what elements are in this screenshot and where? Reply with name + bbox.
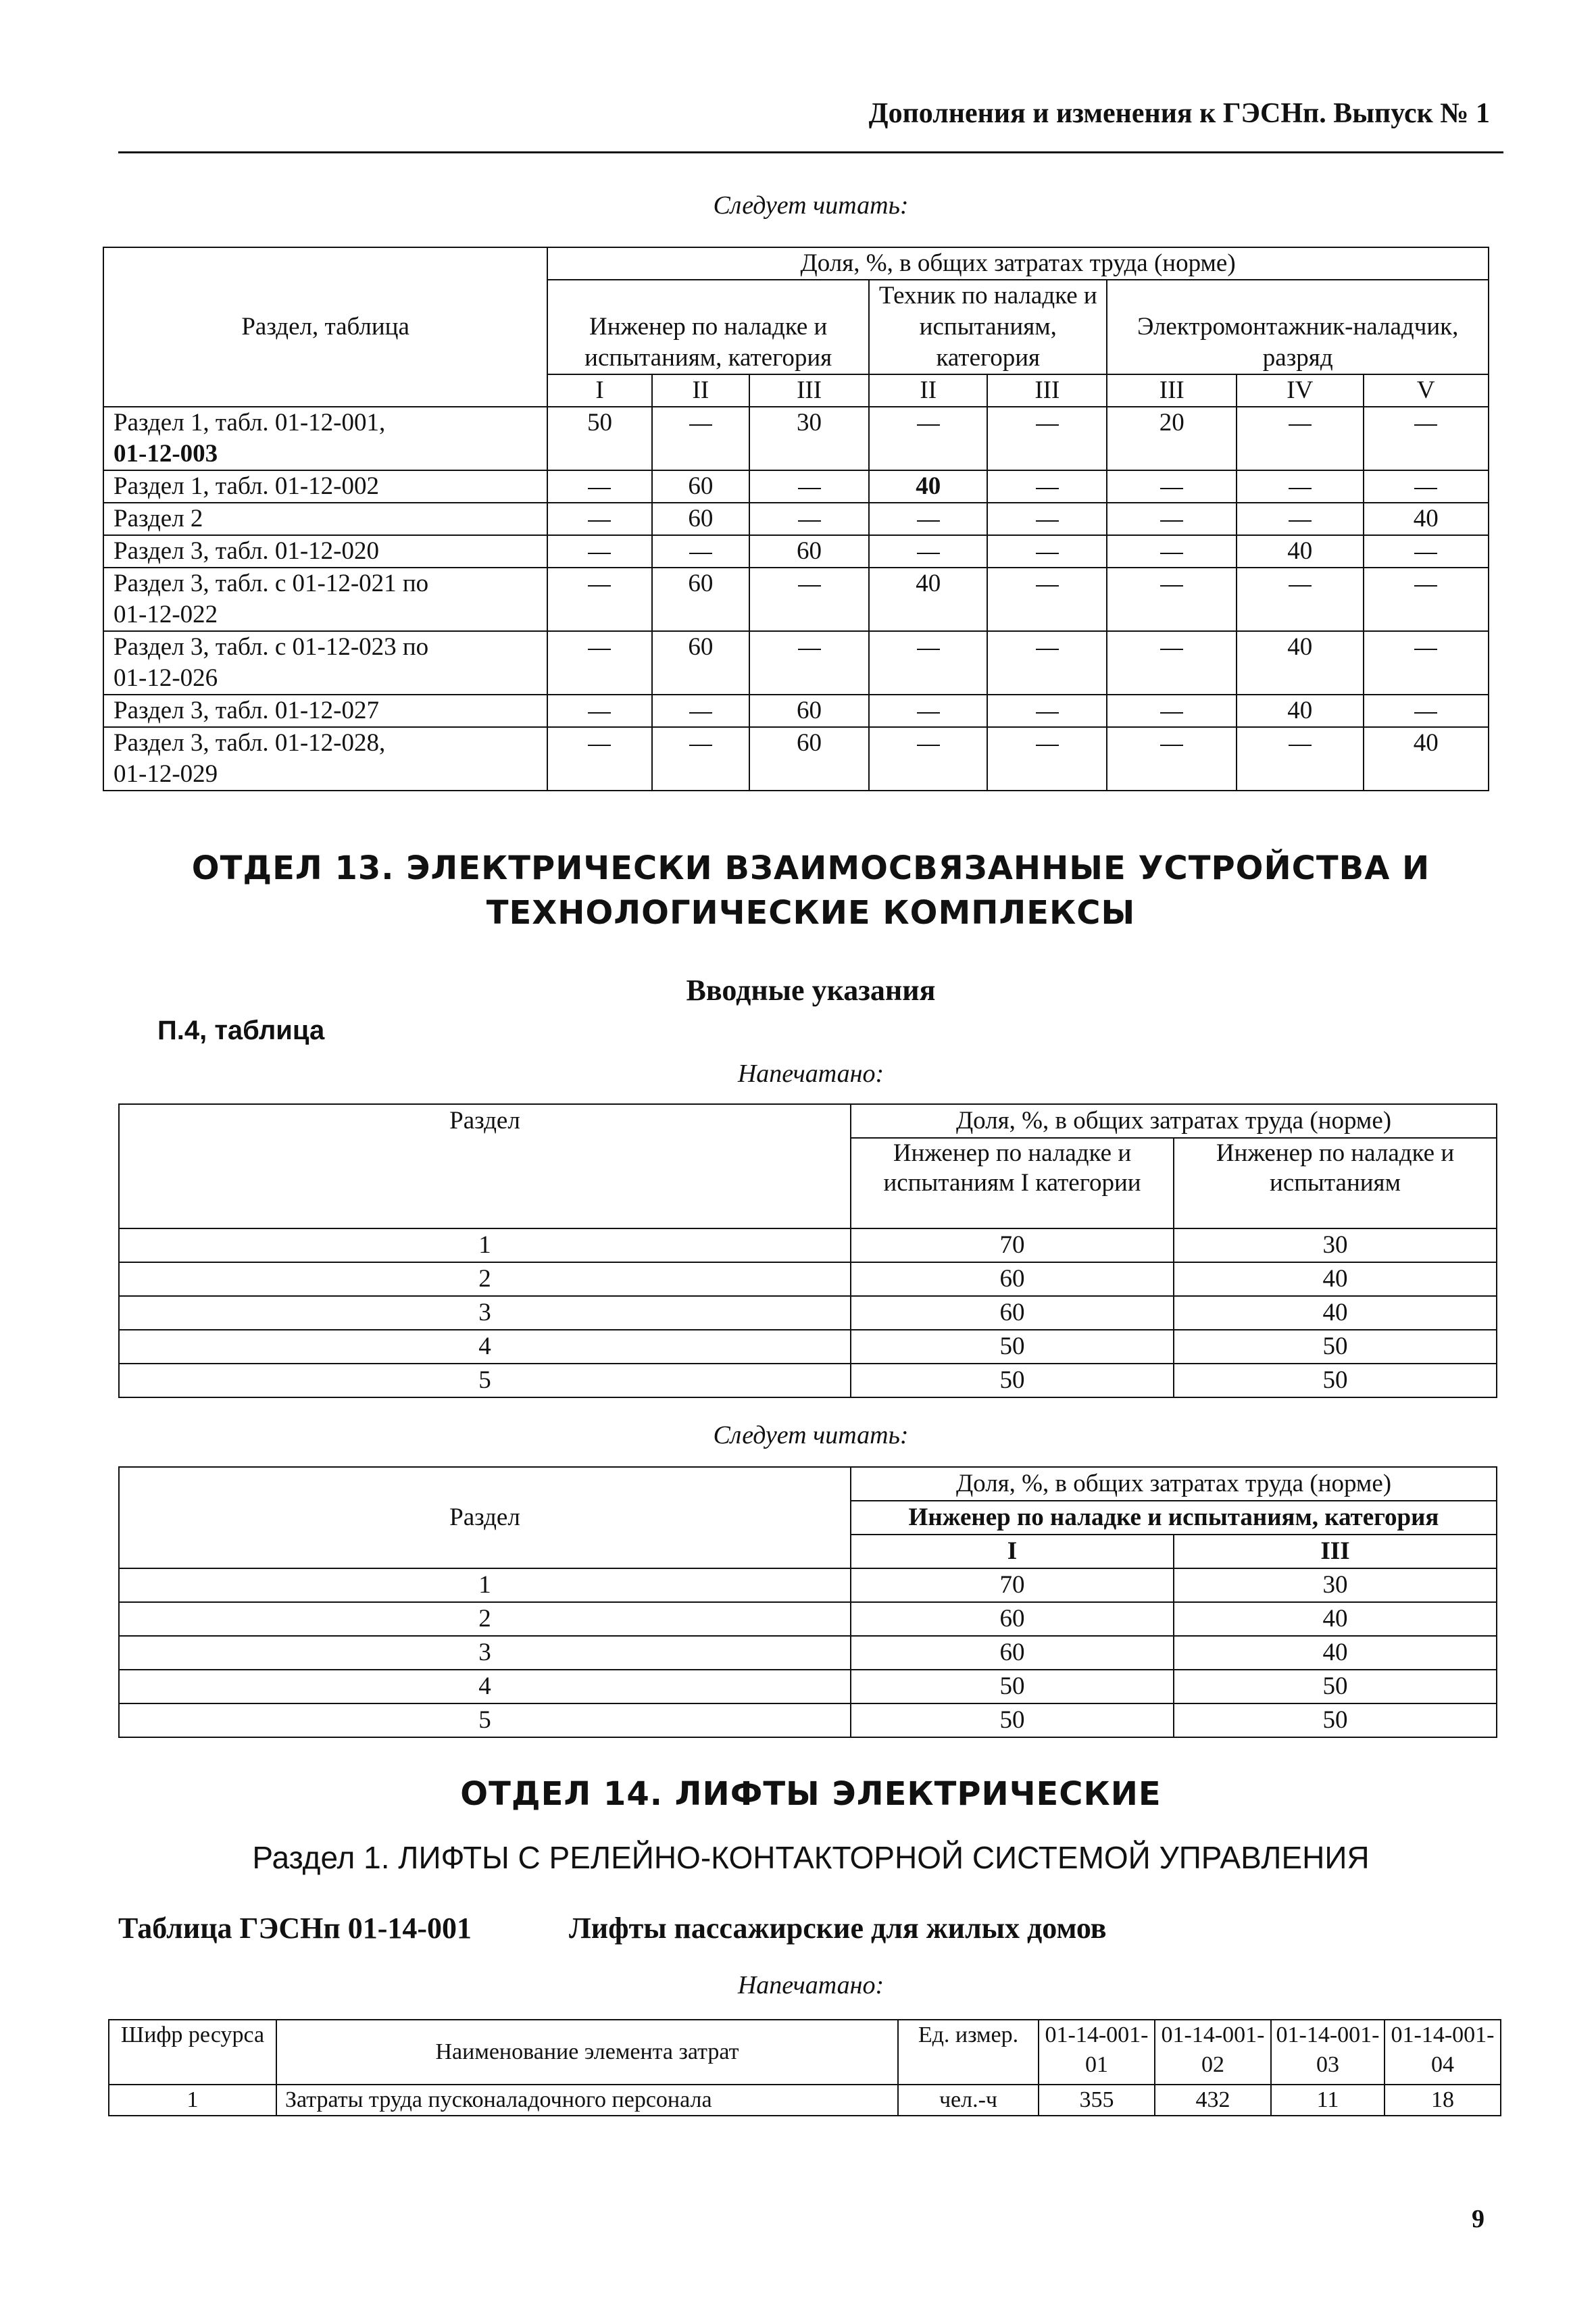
share-value: 50 <box>1174 1364 1497 1397</box>
value: 355 <box>1039 2085 1155 2116</box>
dash-mark <box>798 585 821 587</box>
row-label <box>103 727 547 791</box>
col-section-header: Раздел, таблица <box>103 247 547 407</box>
dash-mark <box>1414 649 1437 650</box>
dash-cell <box>1237 727 1363 791</box>
dash-cell <box>1364 470 1489 503</box>
share-value: 60 <box>851 1636 1174 1670</box>
share-value: 30 <box>1174 1568 1497 1602</box>
row-label-line1: Раздел 3, табл. 01-12-027 <box>114 697 379 724</box>
group-header: Доля, %, в общих затратах труда (норме) <box>547 247 1489 280</box>
dash-mark <box>689 424 712 426</box>
dash-cell <box>652 695 749 727</box>
table-row <box>103 535 1489 568</box>
dash-cell <box>547 535 652 568</box>
dash-cell <box>987 470 1107 503</box>
table-row <box>109 2085 1501 2116</box>
row-label <box>103 503 547 535</box>
value-cell: 60 <box>652 470 749 503</box>
share-value: 60 <box>851 1602 1174 1636</box>
dash-cell <box>547 695 652 727</box>
dash-cell <box>547 470 652 503</box>
name-header: Наименование элемента затрат <box>276 2020 898 2085</box>
norm-header: 01-14-001-03 <box>1271 2020 1385 2085</box>
value-cell: 40 <box>1364 727 1489 791</box>
value-cell: 40 <box>1237 631 1363 695</box>
engineer-header: Инженер по наладке и испытаниям, категория <box>547 280 869 374</box>
dash-cell <box>547 631 652 695</box>
dash-cell <box>749 568 869 631</box>
table-row <box>119 1364 1497 1397</box>
row-label-line1: Раздел 1, табл. 01-12-001, <box>114 409 386 437</box>
table-row <box>103 631 1489 695</box>
caption-follow: Следует читать: <box>713 191 909 220</box>
dash-cell <box>987 727 1107 791</box>
row-label <box>103 695 547 727</box>
row-label <box>103 631 547 695</box>
table-code: Таблица ГЭСНп 01-14-001 <box>118 1912 472 1945</box>
section-number: 2 <box>119 1602 851 1636</box>
dash-mark <box>1414 585 1437 587</box>
dash-mark <box>1160 553 1183 554</box>
section-number: 2 <box>119 1262 851 1296</box>
dash-mark <box>917 424 940 426</box>
table-row <box>119 1296 1497 1330</box>
dash-cell <box>1237 568 1363 631</box>
dash-mark <box>588 553 611 554</box>
share-value: 50 <box>1174 1670 1497 1703</box>
share-value: 70 <box>851 1228 1174 1262</box>
sub-header: I <box>851 1535 1174 1568</box>
dash-cell <box>1107 695 1237 727</box>
section-number: 3 <box>119 1636 851 1670</box>
value: 18 <box>1385 2085 1501 2116</box>
value-cell: 60 <box>652 568 749 631</box>
table-row <box>103 568 1489 631</box>
dash-mark <box>1036 585 1059 587</box>
norm-header: 01-14-001-02 <box>1155 2020 1271 2085</box>
section13-line1: ОТДЕЛ 13. ЭЛЕКТРИЧЕСКИ ВЗАИМОСВЯЗАННЫЕ УСТРОЙСТВА И <box>191 849 1430 887</box>
table-row <box>119 1670 1497 1703</box>
dash-mark <box>1036 649 1059 650</box>
dash-mark <box>588 488 611 489</box>
dash-mark <box>1036 745 1059 746</box>
dash-mark <box>1160 745 1183 746</box>
dash-mark <box>917 520 940 522</box>
dash-mark <box>1289 520 1312 522</box>
value-cell: 20 <box>1107 407 1237 470</box>
col-section-header: Раздел <box>119 1104 851 1228</box>
section-number: 5 <box>119 1364 851 1397</box>
dash-mark <box>1289 488 1312 489</box>
engineer-cat1-header: Инженер по наладке и испытаниям I категории <box>851 1138 1174 1228</box>
dash-cell <box>547 568 652 631</box>
share-value: 50 <box>851 1364 1174 1397</box>
value-cell: 40 <box>1237 535 1363 568</box>
subsection-title: Раздел 1. ЛИФТЫ С РЕЛЕЙНО-КОНТАКТОРНОЙ СИСТЕМОЙ УПРАВЛЕНИЯ <box>252 1840 1370 1875</box>
share-value: 60 <box>851 1262 1174 1296</box>
table-row <box>103 407 1489 470</box>
dash-cell <box>652 535 749 568</box>
dash-cell <box>1364 407 1489 470</box>
share-value: 50 <box>851 1330 1174 1364</box>
row-label-line1: Раздел 3, табл. с 01-12-023 по <box>114 633 429 661</box>
row-label-line1: Раздел 2 <box>114 505 203 532</box>
dash-mark <box>1289 745 1312 746</box>
dash-mark <box>689 553 712 554</box>
engineer-header: Инженер по наладке и испытаниям <box>1174 1138 1497 1228</box>
dash-cell <box>987 407 1107 470</box>
table-row <box>103 727 1489 791</box>
value-cell: 40 <box>1237 695 1363 727</box>
dash-mark <box>1160 585 1183 587</box>
dash-cell <box>869 727 987 791</box>
dash-cell <box>749 631 869 695</box>
dash-cell <box>652 727 749 791</box>
dash-cell <box>869 695 987 727</box>
dash-mark <box>917 649 940 650</box>
dash-cell <box>1107 727 1237 791</box>
table-row <box>103 470 1489 503</box>
share-value: 30 <box>1174 1228 1497 1262</box>
sub-header: II <box>869 374 987 407</box>
row-label-line1: Раздел 3, табл. с 01-12-021 по <box>114 570 429 597</box>
header-title: Дополнения и изменения к ГЭСНп. Выпуск № 1 <box>868 98 1490 129</box>
share-value: 40 <box>1174 1262 1497 1296</box>
dash-cell <box>1364 695 1489 727</box>
share-value: 50 <box>1174 1703 1497 1737</box>
table-row <box>119 1262 1497 1296</box>
dash-mark <box>798 520 821 522</box>
value-cell: 60 <box>749 695 869 727</box>
sub-header: I <box>547 374 652 407</box>
dash-mark <box>689 712 712 714</box>
dash-cell <box>869 407 987 470</box>
dash-mark <box>1036 424 1059 426</box>
dash-cell <box>1107 503 1237 535</box>
table-row <box>119 1568 1497 1602</box>
share-value: 40 <box>1174 1296 1497 1330</box>
intro-heading: Вводные указания <box>686 974 936 1007</box>
row-label-line1: Раздел 3, табл. 01-12-028, <box>114 729 386 757</box>
dash-cell <box>869 631 987 695</box>
sub-header: III <box>1107 374 1237 407</box>
row-label <box>103 535 547 568</box>
row-label <box>103 407 547 470</box>
value: 11 <box>1271 2085 1385 2116</box>
dash-cell <box>987 503 1107 535</box>
row-label-line2: 01-12-022 <box>114 601 218 628</box>
row-label <box>103 470 547 503</box>
norm-header: 01-14-001-01 <box>1039 2020 1155 2085</box>
section13-title <box>118 846 1503 935</box>
dash-mark <box>1036 488 1059 489</box>
sub-header: III <box>1174 1535 1497 1568</box>
dash-mark <box>1036 712 1059 714</box>
group-header: Доля, %, в общих затратах труда (норме) <box>851 1467 1497 1501</box>
dash-cell <box>1107 568 1237 631</box>
dash-cell <box>987 535 1107 568</box>
value-cell: 40 <box>869 470 987 503</box>
table-printed-section13 <box>118 1103 1497 1398</box>
dash-mark <box>588 712 611 714</box>
caption-printed: Напечатано: <box>737 1060 884 1088</box>
dash-cell <box>749 503 869 535</box>
table-row <box>119 1636 1497 1670</box>
value-cell: 40 <box>869 568 987 631</box>
engineer-header: Инженер по наладке и испытаниям, категория <box>851 1501 1497 1535</box>
sub-header: III <box>749 374 869 407</box>
dash-cell <box>1237 503 1363 535</box>
dash-cell <box>987 695 1107 727</box>
sub-header: V <box>1364 374 1489 407</box>
value: 432 <box>1155 2085 1271 2116</box>
sub-header: II <box>652 374 749 407</box>
table-row <box>119 1228 1497 1262</box>
dash-cell <box>987 631 1107 695</box>
caption-follow-2: Следует читать: <box>713 1421 909 1449</box>
section14-title: ОТДЕЛ 14. ЛИФТЫ ЭЛЕКТРИЧЕСКИЕ <box>460 1775 1162 1813</box>
section-number: 1 <box>119 1228 851 1262</box>
row-label-line1: Раздел 3, табл. 01-12-020 <box>114 537 379 565</box>
dash-cell <box>547 503 652 535</box>
sub-header: III <box>987 374 1107 407</box>
dash-mark <box>588 585 611 587</box>
dash-cell <box>1107 535 1237 568</box>
value-cell: 30 <box>749 407 869 470</box>
page-header <box>118 95 1503 153</box>
dash-mark <box>917 745 940 746</box>
dash-mark <box>588 745 611 746</box>
row-label-line2: 01-12-029 <box>114 760 218 788</box>
dash-mark <box>1289 424 1312 426</box>
dash-mark <box>588 649 611 650</box>
value-cell: 60 <box>652 631 749 695</box>
resource-code: 1 <box>109 2085 276 2116</box>
section-number: 5 <box>119 1703 851 1737</box>
unit-header: Ед. измер. <box>898 2020 1039 2085</box>
dash-cell <box>869 503 987 535</box>
row-label-line2: 01-12-003 <box>114 440 218 468</box>
dash-cell <box>869 535 987 568</box>
dash-cell <box>1237 470 1363 503</box>
dash-mark <box>1289 585 1312 587</box>
share-value: 50 <box>851 1703 1174 1737</box>
dash-mark <box>1160 712 1183 714</box>
table-row <box>119 1602 1497 1636</box>
dash-mark <box>1414 553 1437 554</box>
dash-cell <box>1107 631 1237 695</box>
table-gesnp-01-14-001 <box>108 2019 1501 2116</box>
page-number: 9 <box>1472 2205 1485 2233</box>
group-header: Доля, %, в общих затратах труда (норме) <box>851 1104 1497 1138</box>
dash-mark <box>798 649 821 650</box>
row-label <box>103 568 547 631</box>
dash-cell <box>547 727 652 791</box>
dash-mark <box>1160 520 1183 522</box>
element-name: Затраты труда пусконаладочного персонала <box>276 2085 898 2116</box>
dash-cell <box>1364 631 1489 695</box>
dash-cell <box>1107 470 1237 503</box>
share-value: 50 <box>851 1670 1174 1703</box>
table-corrected-section13 <box>118 1466 1497 1738</box>
section-number: 3 <box>119 1296 851 1330</box>
value-cell: 60 <box>749 727 869 791</box>
value-cell: 50 <box>547 407 652 470</box>
dash-cell <box>1364 568 1489 631</box>
table-labor-share-1 <box>103 247 1489 791</box>
table-row <box>103 503 1489 535</box>
row-label-line1: Раздел 1, табл. 01-12-002 <box>114 472 379 500</box>
dash-cell <box>749 470 869 503</box>
dash-cell <box>1237 407 1363 470</box>
share-value: 50 <box>1174 1330 1497 1364</box>
col-section-header: Раздел <box>119 1467 851 1568</box>
dash-cell <box>652 407 749 470</box>
table-row <box>103 695 1489 727</box>
section13-line2: ТЕХНОЛОГИЧЕСКИЕ КОМПЛЕКСЫ <box>486 894 1136 932</box>
section-number: 1 <box>119 1568 851 1602</box>
norm-header: 01-14-001-04 <box>1385 2020 1501 2085</box>
share-value: 70 <box>851 1568 1174 1602</box>
caption-printed-2: Напечатано: <box>737 1971 884 1999</box>
dash-mark <box>689 745 712 746</box>
row-label-line2: 01-12-026 <box>114 664 218 692</box>
share-value: 40 <box>1174 1602 1497 1636</box>
dash-mark <box>1160 488 1183 489</box>
technician-header: Техник по наладке и испытаниям, категория <box>869 280 1107 374</box>
dash-mark <box>1414 424 1437 426</box>
dash-mark <box>1414 488 1437 489</box>
dash-mark <box>917 712 940 714</box>
table-row <box>119 1703 1497 1737</box>
share-value: 40 <box>1174 1636 1497 1670</box>
dash-mark <box>1160 649 1183 650</box>
value-cell: 40 <box>1364 503 1489 535</box>
dash-mark <box>1036 520 1059 522</box>
sub-header: IV <box>1237 374 1363 407</box>
electro-header: Электромонтажник-наладчик, разряд <box>1107 280 1489 374</box>
section-number: 4 <box>119 1670 851 1703</box>
unit: чел.-ч <box>898 2085 1039 2116</box>
value-cell: 60 <box>749 535 869 568</box>
p4-label: П.4, таблица <box>157 1016 325 1045</box>
table-row <box>119 1330 1497 1364</box>
share-value: 60 <box>851 1296 1174 1330</box>
dash-cell <box>1364 535 1489 568</box>
dash-mark <box>798 488 821 489</box>
dash-mark <box>917 553 940 554</box>
dash-cell <box>987 568 1107 631</box>
section-number: 4 <box>119 1330 851 1364</box>
dash-mark <box>588 520 611 522</box>
code-header: Шифр ресурса <box>109 2020 276 2085</box>
value-cell: 60 <box>652 503 749 535</box>
dash-mark <box>1414 712 1437 714</box>
dash-mark <box>1036 553 1059 554</box>
table-name: Лифты пассажирские для жилых домов <box>569 1912 1107 1945</box>
